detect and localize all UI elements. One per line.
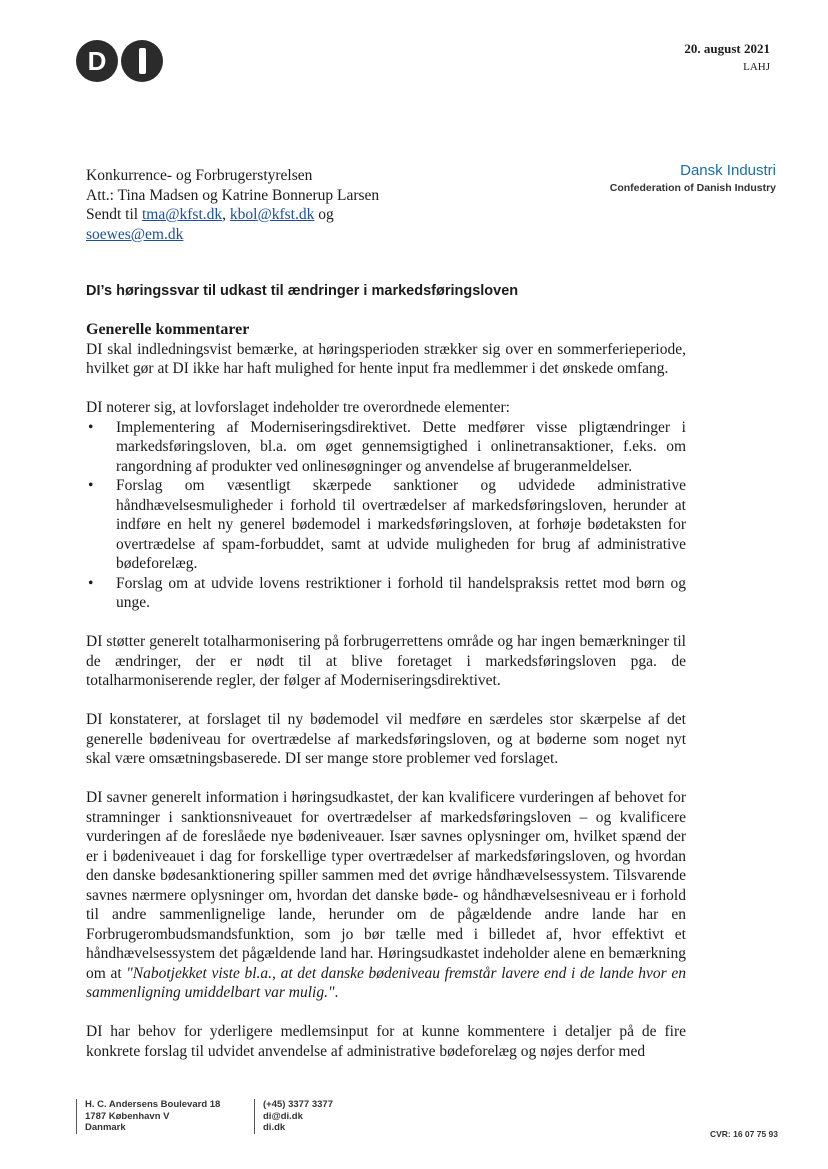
logo-d-letter: D xyxy=(87,45,107,76)
email-link-tma[interactable]: tma@kfst.dk xyxy=(141,206,223,223)
list-item: • Forslag om væsentligt skærpede sanktioner og udvidede administrative håndhævelsesmuligheder i forhold til overtrædelser af markedsføringsloven, herunder at indføre en helt ny generel bødemodel i markedsføringsloven, at forhøje bødetaksten for overtrædelse af spam-forbuddet, samt at udvide muligheden for brug af administrative bødeforelæg. xyxy=(86,476,686,574)
recipient-line-1: Konkurrence- og Forbrugerstyrelsen xyxy=(86,167,313,184)
recipient-line-2: Att.: Tina Madsen og Katrine Bonnerup Larsen xyxy=(86,186,380,204)
paragraph-5-quote: "Nabotjekket viste bl.a., at det danske bødeniveau fremstår lavere end i de lande hvor en sammenligning umiddelbart var mulig." xyxy=(86,964,686,1001)
footer-city: 1787 København V xyxy=(85,1110,170,1122)
paragraph-4: DI konstaterer, at forslaget til ny bødemodel vil medføre en særdeles stor skærpelse af det generelle bødeniveau for overtrædelse af markedsføringsloven, og at bøderne som noget nyt skal være omsætningsbaserede. DI ser mange store problemer ved forslaget. xyxy=(86,711,686,767)
footer-web[interactable]: di.dk xyxy=(263,1122,286,1133)
footer-contact xyxy=(254,1099,333,1134)
recipient-sent-line xyxy=(86,205,386,244)
list-item: • Forslag om at udvide lovens restriktioner i forhold til handelspraksis rettet mod børn og unge. xyxy=(86,574,686,613)
footer-email[interactable]: di@di.dk xyxy=(263,1110,303,1122)
organization-block xyxy=(610,162,776,194)
logo-i-bar xyxy=(139,48,146,74)
paragraph-2-lead: DI noterer sig, at lovforslaget indeholder tre overordnede elementer: xyxy=(86,399,510,416)
paragraph-6: DI har behov for yderligere medlemsinput for at kunne kommentere i detaljer på de fire konkrete forslag til udvidet anvendelse af administrative bødeforelæg og nøjes derfor med xyxy=(86,1023,686,1060)
document-title: DI’s høringssvar til udkast til ændringer i markedsføringsloven xyxy=(86,283,519,299)
footer-cvr: CVR: 16 07 75 93 xyxy=(709,1129,778,1139)
footer-phone: (+45) 3377 3377 xyxy=(263,1099,333,1110)
section-heading: Generelle kommentarer xyxy=(86,321,250,338)
list-item: • Implementering af Moderniseringsdirektivet. Dette medfører visse pligtændringer i markedsføringsloven, bl.a. om øget gennemsigtighed i onlinetransaktioner, f.eks. om rangordning af produkter ved onlinesøgninger og anvendelse af brugeranmeldelser. xyxy=(86,418,686,477)
paragraph-1: DI skal indledningsvist bemærke, at høringsperioden strækker sig over en sommerferieperiode, hvilket gør at DI ikke har haft mulighed for hente input fra medlemmer i det ønskede omfang. xyxy=(86,340,686,377)
email-separator: og xyxy=(314,206,334,223)
email-link-soewes[interactable]: soewes@em.dk xyxy=(86,225,184,243)
document-body xyxy=(86,320,686,1081)
paragraph-5-text: DI savner generelt information i høringsudkastet, der kan kvalificere vurderingen af behovet for stramninger i sanktionsniveauet for overtrædelser af markedsføringsloven – og kvalificere vurderingen af de foreslåede nye bødeniveauer. Især savnes oplysninger om, hvilket spænd der er i bødeniveauet i dag for forskellige typer overtrædelser af markedsføringsloven, og hvordan den danske bødesanktionering spiller sammen med det øvrige håndhævelsessystem. Tilsvarende savnes nærmere oplysninger om, hvordan det danske bøde- og håndhævelsesniveau er i forhold til andre sammenlignelige lande, herunder om de pågældende andre lande har en Forbrugerombudsmandsfunktion, som jo bør tælle med i billedet af, hvor effektivt et håndhævelsessystem det pågældende land har. Høringsudkastet indeholder alene en bemærkning om at xyxy=(86,789,686,982)
bullet-list xyxy=(86,418,686,613)
paragraph-3: DI støtter generelt totalharmonisering på forbrugerrettens område og har ingen bemærkninger til de ændringer, der er nødt til at blive foretaget i markedsføringsloven pga. de totalharmoniserende regler, der følger af Moderniseringsdirektivet. xyxy=(86,633,686,689)
footer-street: H. C. Andersens Boulevard 18 xyxy=(85,1099,221,1110)
email-separator: , xyxy=(222,206,230,223)
paragraph-5 xyxy=(86,788,686,1003)
email-link-kbol[interactable]: kbol@kfst.dk xyxy=(229,206,315,223)
author-initials: LAHJ xyxy=(743,61,770,73)
sent-prefix: Sendt til xyxy=(86,206,142,223)
logo-d-circle xyxy=(76,40,118,82)
di-logo xyxy=(76,40,163,82)
organization-name: Dansk Industri xyxy=(680,162,776,179)
logo-i-circle xyxy=(121,40,163,82)
document-date: 20. august 2021 xyxy=(684,41,770,56)
recipient-block xyxy=(86,166,386,244)
footer-address xyxy=(76,1099,220,1134)
organization-subtitle: Confederation of Danish Industry xyxy=(609,182,776,194)
paragraph-5-end: . xyxy=(334,984,339,1001)
footer-country: Danmark xyxy=(85,1122,126,1133)
